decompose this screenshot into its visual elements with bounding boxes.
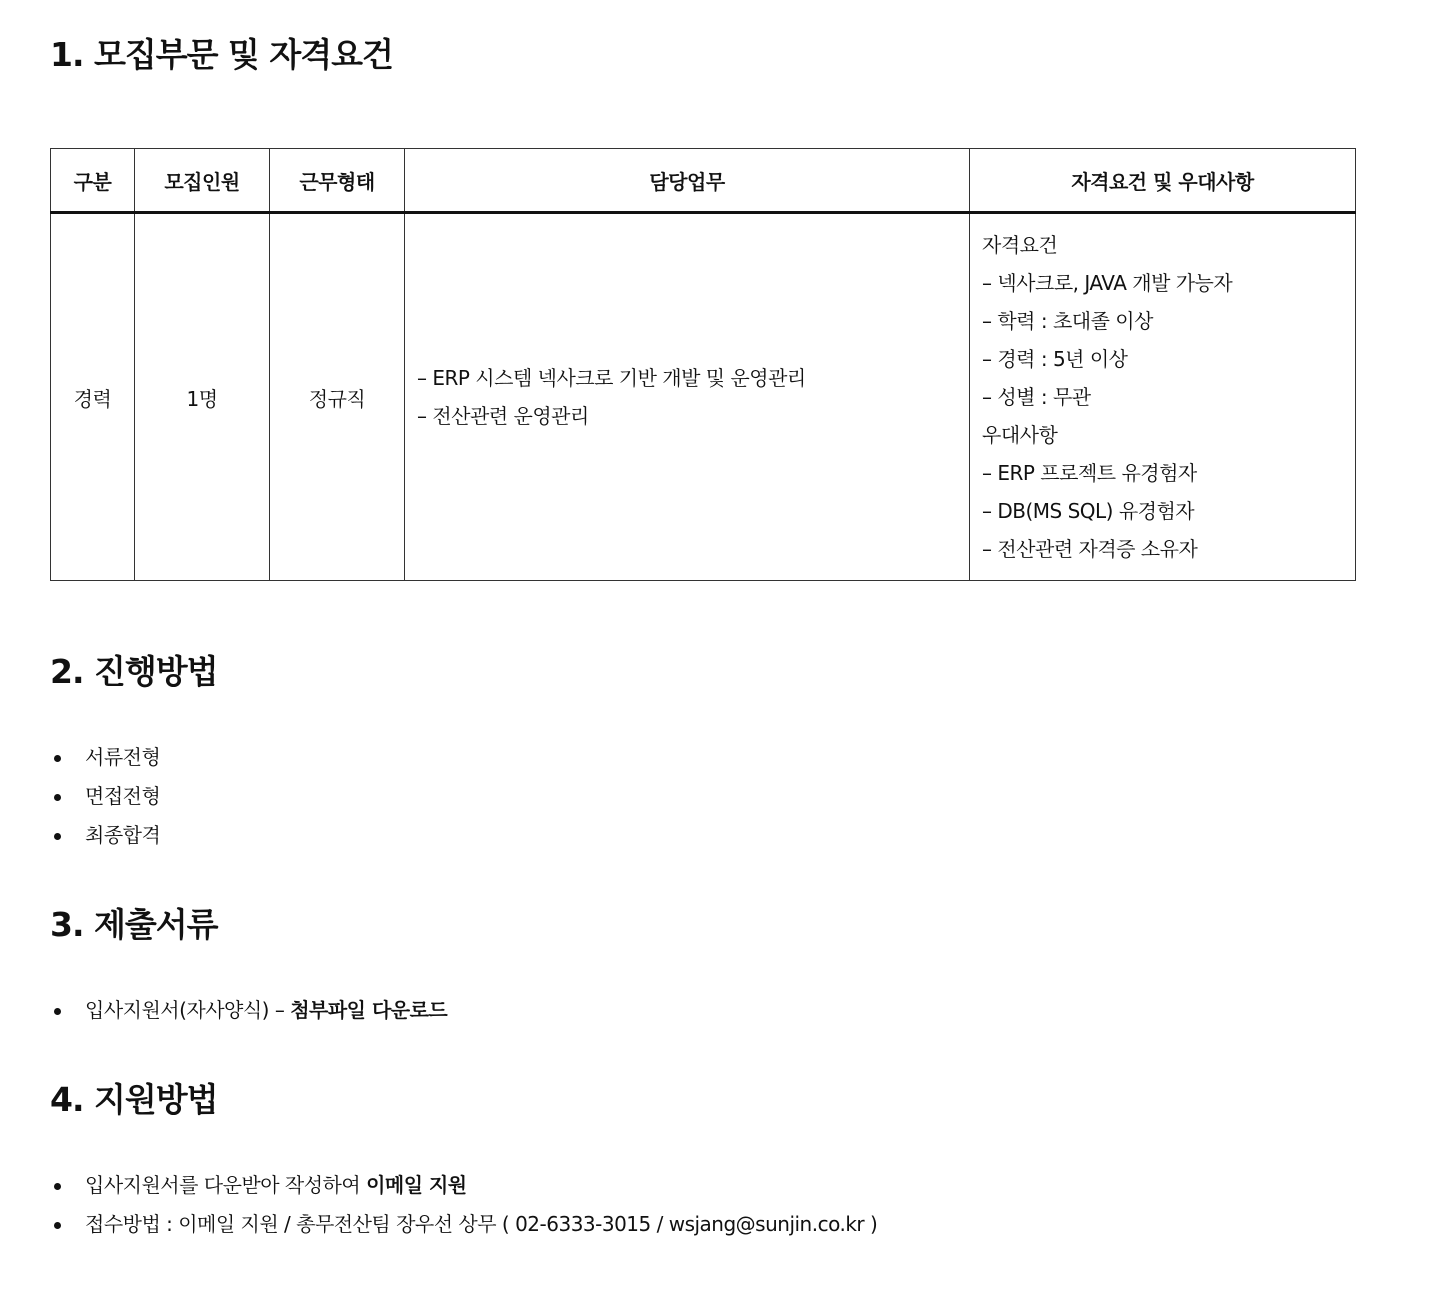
list-item-label: 입사지원서를 다운받아 작성하여 [85,1173,367,1197]
bullet-icon [54,1183,61,1190]
bullet-icon [54,1008,61,1015]
list-item-label: 최종합격 [85,823,161,847]
recruitment-table [50,148,1356,581]
list-item-label: 서류전형 [85,745,161,769]
documents-list [50,991,447,1030]
cell-category: 경력 [51,213,135,581]
cell-employment-type: 정규직 [270,213,405,581]
bullet-icon [54,755,61,762]
header-qualifications: 자격요건 및 우대사항 [970,149,1356,213]
cell-headcount: 1명 [135,213,270,581]
process-list [50,738,160,855]
attachment-download-link[interactable]: 첨부파일 다운로드 [290,998,448,1022]
list-item [50,738,160,777]
preference-line: – 전산관련 자격증 소유자 [982,537,1198,561]
bullet-icon [54,1222,61,1229]
header-employment-type: 근무형태 [270,149,405,213]
list-item [50,1166,877,1205]
bullet-icon [54,833,61,840]
preference-heading: 우대사항 [982,423,1058,447]
list-item [50,816,160,855]
qualification-line: – 성별 : 무관 [982,385,1091,409]
header-category: 구분 [51,149,135,213]
list-item [50,991,447,1030]
list-item [50,1205,877,1244]
header-duties: 담당업무 [405,149,970,213]
cell-duties [405,213,970,581]
list-item-label: 면접전형 [85,784,161,808]
qualification-line: – 넥사크로, JAVA 개발 가능자 [982,271,1233,295]
qualification-line: – 경력 : 5년 이상 [982,347,1128,371]
list-item-label: 입사지원서(자사양식) – [85,998,291,1022]
bullet-icon [54,794,61,801]
duty-line: – ERP 시스템 넥사크로 기반 개발 및 운영관리 [417,366,806,390]
table-header-row [51,149,1356,213]
list-item-label: 접수방법 : 이메일 지원 / 총무전산팀 장우선 상무 ( 02-6333-3015 / wsjang@sunjin.co.kr ) [85,1212,878,1236]
qualification-line: – 학력 : 초대졸 이상 [982,309,1153,333]
cell-qualifications [970,213,1356,581]
section-title-documents: 3. 제출서류 [50,905,218,944]
preference-line: – DB(MS SQL) 유경험자 [982,499,1195,523]
list-item [50,777,160,816]
section-title-recruitment: 1. 모집부문 및 자격요건 [50,35,393,74]
preference-line: – ERP 프로젝트 유경험자 [982,461,1197,485]
section-title-process: 2. 진행방법 [50,652,218,691]
header-headcount: 모집인원 [135,149,270,213]
table-row [51,213,1356,581]
qualification-heading: 자격요건 [982,233,1058,257]
duty-line: – 전산관련 운영관리 [417,404,589,428]
application-list [50,1166,877,1244]
email-apply-emphasis: 이메일 지원 [366,1173,467,1197]
section-title-application: 4. 지원방법 [50,1080,218,1119]
